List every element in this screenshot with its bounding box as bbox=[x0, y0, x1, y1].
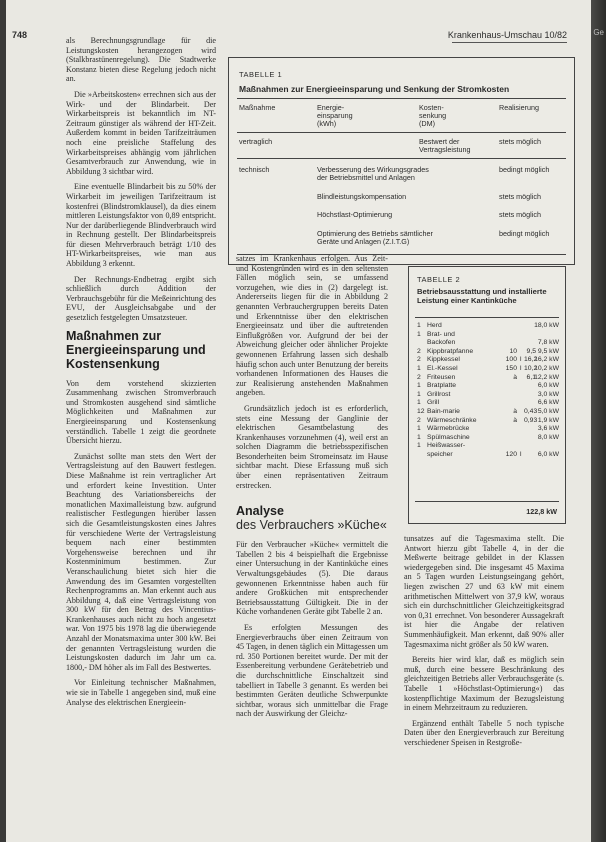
table-row bbox=[417, 417, 559, 426]
table-cell-qty: 1 bbox=[417, 330, 421, 338]
table-cell-qty: 1 bbox=[417, 399, 421, 407]
table-cell-name: Wärmebrücke bbox=[427, 425, 470, 433]
table-cell-val: 16,2 kW bbox=[534, 356, 559, 364]
table-cell-name: Herd bbox=[427, 322, 442, 329]
table-cell-x: l bbox=[520, 450, 522, 458]
table-row bbox=[417, 391, 559, 400]
paragraph: tunsatzes auf die Tagesmaxima stellt. Die Antwort hierzu gibt Tabelle 4, in der die Meßwerte beitrage gebildet in der Klassen wiedergegeben sind. Die insgesamt 45 Maxima an 5 Tagen wurden Leistungseingang gehört, liegen zwischen 27 und 63 kW mit einem arithmetischen Mittelwert von 37,9 kW, woraus sich ein durchschnittlicher Gleichzeitigkeitsgrad von 0,31 errechnet. Von besonderer Aussagekraft ist hier die Angabe der relativen Summenhäufigkeit. Man erkennt, daß 90% aller Tagesmaxima nicht größer als 50 kW waren. bbox=[404, 534, 564, 649]
table-rule bbox=[415, 317, 559, 318]
table-cell-qty: 1 bbox=[417, 382, 421, 390]
table-cell-val: 5,0 kW bbox=[537, 407, 559, 415]
table-title: Betriebsausstattung und installierte Leistung einer Kantinküche bbox=[417, 287, 547, 305]
table-rows bbox=[417, 322, 559, 460]
table-row bbox=[417, 365, 559, 374]
table-row bbox=[417, 451, 559, 460]
table-cell-val: 6,0 kW bbox=[537, 450, 559, 458]
paragraph: Bereits hier wird klar, daß es möglich sein muß, durch eine bessere Beschränkung des gleichzeitigen Betriebs aller Verbrauchsgeräte (s. Tabelle 1 »Höchstlast-Optimierung«) das kostenpflichtige Maximum der Bezugsleistung in einem Mehrzeitraum zu reduzieren. bbox=[404, 655, 564, 713]
table-rule bbox=[237, 98, 566, 99]
journal-title: Krankenhaus-Umschau 10/82 bbox=[447, 30, 567, 40]
paragraph: als Berechnungsgrundlage für die Leistungskosten herangezogen wird (Stalkbrastünenregelung). Die Stadtwerke Konstanz bieten diese Regelung jedoch nicht an. bbox=[66, 36, 216, 84]
spine-text: Ge bbox=[593, 28, 604, 37]
table-cell-x: l bbox=[520, 356, 522, 364]
table-header-cell: Kosten- senkung (DM) bbox=[419, 103, 447, 129]
table-cell: Blindleistungskompensation bbox=[317, 192, 407, 201]
table-header-cell: Maßnahme bbox=[239, 103, 276, 112]
table-cell: bedingt möglich bbox=[499, 165, 550, 174]
table-total: 122,8 kW bbox=[526, 507, 557, 516]
table-1 bbox=[228, 57, 575, 265]
table-cell: Verbesserung des Wirkungsgrades der Betriebsmittel und Anlagen bbox=[317, 165, 429, 183]
table-cell-val: 3,6 kW bbox=[537, 425, 559, 433]
column-3 bbox=[404, 534, 564, 753]
paragraph: Die »Arbeitskosten« errechnen sich aus der Wirk- und der Blindarbeit. Der Wirkarbeitspreis ist bekanntlich im NT-Zeitraum günstiger als während der HT-Zeit. Außerdem kommt in beiden Tarifzeiträumen noch eine preisliche Staffelung des Wirkarbeitspreises abhängig vom jährlichen Gesamtverbrauch zur Anwendung, wie in Abbildung 3 sichtbar wird. bbox=[66, 89, 216, 176]
table-cell-qty: 2 bbox=[417, 373, 421, 381]
table-cell-val: 3,0 kW bbox=[537, 390, 559, 398]
table-cell-w: 9,5 bbox=[526, 347, 536, 355]
table-rule bbox=[237, 158, 566, 159]
table-cell-name: Bratplatte bbox=[427, 382, 457, 390]
table-cell-f: à bbox=[513, 416, 517, 424]
table-header-cell: Energie- einsparung (kWh) bbox=[317, 103, 353, 129]
table-cell-name: Spülmaschine bbox=[427, 433, 470, 441]
table-row bbox=[417, 356, 559, 365]
table-cell-val: 1,9 kW bbox=[537, 416, 559, 424]
table-label: TABELLE 1 bbox=[239, 70, 283, 79]
table-cell-w: 16,2 bbox=[524, 356, 538, 364]
book-spine bbox=[591, 0, 606, 842]
document-page bbox=[6, 0, 591, 842]
table-cell-w: 10,2 bbox=[524, 364, 538, 372]
table-cell-name: Backofen bbox=[427, 339, 456, 347]
table-cell-val: 6,6 kW bbox=[537, 399, 559, 407]
table-header-cell: Realisierung bbox=[499, 103, 539, 112]
table-row bbox=[417, 322, 559, 331]
table-cell: bedingt möglich bbox=[499, 229, 550, 238]
table-cell: Bestwert der Vertragsleistung bbox=[419, 137, 471, 155]
header-rule bbox=[452, 42, 567, 43]
table-cell-f: 150 bbox=[505, 364, 517, 372]
table-cell: stets möglich bbox=[499, 137, 541, 146]
table-cell-val: 8,0 kW bbox=[537, 433, 559, 441]
table-cell-name: Wärmeschränke bbox=[427, 416, 477, 424]
table-row bbox=[417, 331, 559, 340]
section-heading: Maßnahmen zur Energieeinsparung und Kostensenkung bbox=[66, 328, 206, 371]
table-row bbox=[417, 399, 559, 408]
paragraph: Es erfolgten Messungen des Energieverbrauchs über einen Zeitraum von 45 Tagen, in denen täglich ein Mittagessen um rd. 350 Portionen bereitet wurde. Der mit der Essenbereitung verbundene Gerätebetrieb und die durchschnittliche Einschaltzeit sind tabelliert in Tabelle 3 genannt. Es werden bei bestimmten Geräten deutliche Schwerpunkte sichtbar, woraus sich unmittelbar die Frage nach der Auswirkung der Gleichz- bbox=[236, 623, 388, 719]
table-cell-qty: 2 bbox=[417, 356, 421, 364]
table-cell-qty: 2 bbox=[417, 416, 421, 424]
table-cell-f: 100 bbox=[505, 356, 517, 364]
table-2 bbox=[408, 266, 566, 524]
table-cell: Höchstlast-Optimierung bbox=[317, 210, 393, 219]
table-cell-qty: 1 bbox=[417, 322, 421, 329]
table-cell-qty: 12 bbox=[417, 407, 425, 415]
table-cell-w: 6,1 bbox=[526, 373, 536, 381]
table-cell-val: 12,2 kW bbox=[534, 373, 559, 381]
table-cell-name: Bain-marie bbox=[427, 407, 460, 415]
table-cell-qty: 1 bbox=[417, 390, 421, 398]
table-cell-val: 6,0 kW bbox=[537, 382, 559, 390]
table-cell: Optimierung des Betriebs sämtlicher Geräte und Anlagen (Z.I.T.G) bbox=[317, 229, 433, 247]
table-cell-name: Kippbratpfanne bbox=[427, 347, 474, 355]
section-heading: Analyse bbox=[236, 504, 284, 519]
table-cell-name: El.-Kessel bbox=[427, 364, 458, 372]
table-cell: stets möglich bbox=[499, 192, 541, 201]
table-cell: stets möglich bbox=[499, 210, 541, 219]
table-label: TABELLE 2 bbox=[417, 275, 461, 284]
table-row bbox=[417, 382, 559, 391]
paragraph: Eine eventuelle Blindarbeit bis zu 50% der Wirkarbeit im jeweiligen Tarifzeitraum ist kostenfrei (Blindstromklausel), da dies einem mittleren Leistungsfaktor von 0,89 entspricht. Nur der darüberliegende Blindverbrauch wird in Rechnung gestellt. Der Blindarbeitspreis für diesen Mehrverbrauch beträgt 1/10 des HT-Wirkarbeitspreises, wie man aus Abbildung 3 erkennt. bbox=[66, 182, 216, 269]
table-row bbox=[417, 442, 559, 451]
table-cell-f: 120 bbox=[505, 450, 517, 458]
table-row bbox=[417, 425, 559, 434]
table-row bbox=[417, 339, 559, 348]
table-cell-name: Grill bbox=[427, 399, 440, 407]
paragraph: Zunächst sollte man stets den Wert der Vertragsleistung auf den Bauwert festlegen. Diese Maßnahme ist rein vertraglicher Art und erfordert keine Investition. Unter Beachtung des Variationsbereichs der monatlichen Maximalleistung bzw. aufgrund realistischer Festlegungen hierüber lassen sich die Gesamtleistungskosten eines Jahres für verschiedene Werte der Vertragsleistung bequem nach einer bestimmten Vorgehensweise berechnen und ihr Kostenminimum bestimmen. Zur Veranschaulichung bietet sich hier die Anwendung des im Gesamten vorgestellten Rechenprogramms an. Man erkennt auch aus Abbildung 4, daß eine Vertragsleistung von 300 kW für den Betrag des Vincentius-Krankenhauses auch nicht zu hoch angesetzt war. Von 1975 bis 1978 lag die überwiegende Anzahl der Monatsmaxima unter 300 kW. Bei der genannten Vertragsleistung wurden die Leistungskosten dadurch im Jahr um ca. 1800,- DM höher als im Fall des Bestwertes. bbox=[66, 451, 216, 672]
table-rule bbox=[415, 501, 559, 502]
paragraph: Grundsätzlich jedoch ist es erforderlich, stets eine Messung der Ganglinie der elektrischen Gesamtbelastung des Krankenhauses vorzunehmen (4), weil erst an solchen Diagramm die betriebsspezifischen Besonderheiten beim Stromeinsatz im Hause sichtbar macht. Diese Erfassung muß sich über einen repräsentativen Zeitraum erstrecken. bbox=[236, 403, 388, 490]
paragraph: Ergänzend enthält Tabelle 5 noch typische Daten über den Energieverbrauch zur Bereitung verschiedener Speisen in Restgroße- bbox=[404, 718, 564, 747]
table-cell-w: 0,93 bbox=[524, 416, 538, 424]
table-cell-x: l bbox=[520, 364, 522, 372]
table-cell-val: 18,0 kW bbox=[534, 322, 559, 329]
table-cell-name: Grillrost bbox=[427, 390, 451, 398]
table-cell-name: Brat- und bbox=[427, 330, 455, 338]
table-cell-f: à bbox=[513, 407, 517, 415]
table-cell-name: Kippkessel bbox=[427, 356, 460, 364]
table-cell-qty: 1 bbox=[417, 364, 421, 372]
table-cell-w: 0,43 bbox=[524, 407, 538, 415]
section-subheading: des Verbrauchers »Küche« bbox=[236, 518, 387, 533]
table-title: Maßnahmen zur Energieeinsparung und Senkung der Stromkosten bbox=[239, 84, 510, 94]
paragraph: Von dem vorstehend skizzierten Zusammenhang zwischen Stromverbrauch und Stromkosten ausgehend sind sämtliche Möglichkeiten und Maßnahmen zur Energieeinsparung und Kostensenkung verständlich. Tabelle 1 zeigt die geordnete Übersicht hierzu. bbox=[66, 378, 216, 446]
page-number: 748 bbox=[12, 30, 28, 40]
table-rule bbox=[237, 132, 566, 133]
table-cell-qty: 1 bbox=[417, 425, 421, 433]
table-cell-name: Heißwasser- bbox=[427, 442, 466, 450]
column-1 bbox=[66, 36, 216, 713]
paragraph: Vor Einleitung technischer Maßnahmen, wie sie in Tabelle 1 angegeben sind, muß eine Analyse des elektrischen Energieein- bbox=[66, 678, 216, 707]
table-cell-qty: 2 bbox=[417, 347, 421, 355]
table-row bbox=[417, 348, 559, 357]
paragraph: Für den Verbraucher »Küche« vermittelt die Tabellen 2 bis 4 beispielhaft die Ergebnisse einer Untersuchung in der Kantinküche eines Verwaltungsgebäudes (5). Die daraus gewonnenen Erkenntnisse haben auch für andere Großküchen mit entsprechender Betriebsausstattung Gültigkeit. Die in der Küche vorhandenen Geräte gibt Tabelle 2 an. bbox=[236, 540, 388, 617]
table-cell-val: 10,2 kW bbox=[534, 364, 559, 372]
paragraph: satzes im Krankenhaus erfolgen. Aus Zeit- und Kostengründen wird es in den seltensten Fällen möglich sein, se umfassend vorzugehen, wie dies in (2) dargelegt ist. Andererseits liegen für die in Abbildung 2 genannten Verbrauchergruppen bereits Daten und Erkenntnisse über den elektrischen Energieeinsatz und über die auftretenden Einflußgrößen vor. Aufgrund der bei der Abweichung gleicher oder ähnlicher Projekte gewonnenen Erfahrung lassen sich deshalb häufig schon auch unter Benutzung der bereits vorhandenen Informationen des Hauses die zur Realisierung anstehenden Maßnahmen angeben. bbox=[236, 254, 388, 398]
table-cell-name: speicher bbox=[427, 450, 453, 458]
table-cell-qty: 1 bbox=[417, 442, 421, 450]
column-2 bbox=[236, 254, 388, 725]
table-cell-name: Friteusen bbox=[427, 373, 456, 381]
paragraph: Der Rechnungs-Endbetrag ergibt sich schließlich durch Addition der Verbrauchsgebühr für die Meßeinrichtung des EVU, der Ausgleichsabgabe und der gesetzlich festgelegten Umsatzsteuer. bbox=[66, 274, 216, 323]
table-cell: technisch bbox=[239, 165, 270, 174]
table-cell-qty: 1 bbox=[417, 433, 421, 441]
table-row bbox=[417, 374, 559, 383]
table-row bbox=[417, 434, 559, 443]
table-cell-f: à bbox=[513, 373, 517, 381]
table-cell-val: 7,8 kW bbox=[537, 339, 559, 347]
table-cell: vertraglich bbox=[239, 137, 273, 146]
table-row bbox=[417, 408, 559, 417]
table-cell-f: 10 bbox=[509, 347, 517, 355]
table-cell-val: 9,5 kW bbox=[537, 347, 559, 355]
